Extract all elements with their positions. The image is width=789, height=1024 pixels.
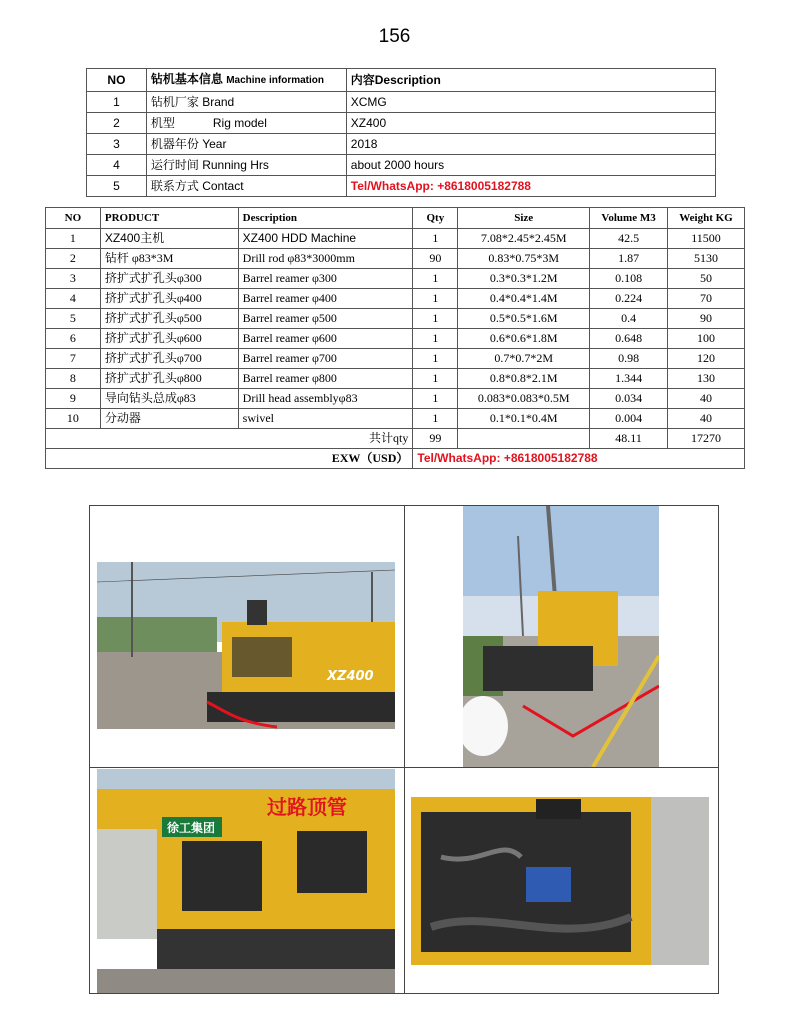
total-size-empty xyxy=(458,429,590,449)
table-row xyxy=(46,369,745,389)
header-weight: Weight KG xyxy=(668,208,745,229)
info-header-no: NO xyxy=(87,69,147,92)
info-header-cn: 钻机基本信息 xyxy=(150,72,223,86)
cell-product: 钻杆 φ83*3M xyxy=(100,249,238,269)
info-value: 2018 xyxy=(346,134,715,155)
table-row xyxy=(46,389,745,409)
info-label xyxy=(146,155,346,176)
table-row xyxy=(46,289,745,309)
photo1-logo: XZ400 xyxy=(327,669,374,684)
info-label-en: Year xyxy=(202,137,227,151)
cell-qty: 1 xyxy=(413,289,458,309)
grid-divider-horizontal xyxy=(90,767,718,768)
table-row xyxy=(87,176,716,197)
exw-row xyxy=(46,449,745,469)
cell-weight: 50 xyxy=(668,269,745,289)
cell-no: 4 xyxy=(46,289,101,309)
table-row xyxy=(46,249,745,269)
table-row xyxy=(46,329,745,349)
cell-size: 0.6*0.6*1.8M xyxy=(458,329,590,349)
cell-weight: 40 xyxy=(668,409,745,429)
info-no: 1 xyxy=(87,92,147,113)
page-number: 156 xyxy=(378,26,411,47)
info-header-en: Machine information xyxy=(226,75,324,86)
rig-rear-image xyxy=(463,506,659,767)
cell-no: 2 xyxy=(46,249,101,269)
cell-weight: 100 xyxy=(668,329,745,349)
cell-product: 挤扩式扩孔头φ400 xyxy=(100,289,238,309)
cell-size: 0.083*0.083*0.5M xyxy=(458,389,590,409)
cell-qty: 90 xyxy=(413,249,458,269)
cell-qty: 1 xyxy=(413,329,458,349)
cell-qty: 1 xyxy=(413,389,458,409)
table-row xyxy=(87,134,716,155)
cell-volume: 0.004 xyxy=(590,409,668,429)
info-label-cn: 钻机厂家 xyxy=(150,95,199,109)
cell-description: Barrel reamer φ500 xyxy=(238,309,413,329)
cell-size: 7.08*2.45*2.45M xyxy=(458,229,590,249)
table-row xyxy=(46,409,745,429)
info-table-header xyxy=(87,69,716,92)
cell-qty: 1 xyxy=(413,349,458,369)
info-label xyxy=(146,113,346,134)
photo-rig-side xyxy=(97,562,395,729)
cell-weight: 120 xyxy=(668,349,745,369)
header-size: Size xyxy=(458,208,590,229)
photo-rig-rear xyxy=(463,506,659,767)
product-table-header xyxy=(46,208,745,229)
cell-no: 5 xyxy=(46,309,101,329)
cell-size: 0.1*0.1*0.4M xyxy=(458,409,590,429)
cell-product: XZ400主机 xyxy=(100,229,238,249)
header-no: NO xyxy=(46,208,101,229)
cell-no: 1 xyxy=(46,229,101,249)
cell-volume: 0.98 xyxy=(590,349,668,369)
info-label-en: Brand xyxy=(202,95,235,109)
photo-rig-panel xyxy=(97,769,395,993)
cell-weight: 90 xyxy=(668,309,745,329)
cell-volume: 0.108 xyxy=(590,269,668,289)
cell-no: 9 xyxy=(46,389,101,409)
cell-weight: 11500 xyxy=(668,229,745,249)
machine-info-table xyxy=(86,68,716,197)
cell-volume: 1.87 xyxy=(590,249,668,269)
photo-grid xyxy=(89,505,719,994)
total-qty: 99 xyxy=(413,429,458,449)
info-label-cn: 机器年份 xyxy=(150,137,199,151)
cell-volume: 0.224 xyxy=(590,289,668,309)
cell-product: 挤扩式扩孔头φ700 xyxy=(100,349,238,369)
rig-panel-image xyxy=(97,769,395,993)
info-no: 5 xyxy=(87,176,147,197)
product-table xyxy=(45,207,745,469)
cell-qty: 1 xyxy=(413,309,458,329)
total-weight: 17270 xyxy=(668,429,745,449)
grid-divider-vertical xyxy=(404,506,405,993)
cell-qty: 1 xyxy=(413,409,458,429)
cell-no: 6 xyxy=(46,329,101,349)
cell-no: 10 xyxy=(46,409,101,429)
info-header-info xyxy=(146,69,346,92)
cell-qty: 1 xyxy=(413,369,458,389)
cell-product: 挤扩式扩孔头φ600 xyxy=(100,329,238,349)
photo3-text: 过路顶管 xyxy=(267,795,347,819)
table-row xyxy=(87,92,716,113)
product-rows xyxy=(46,229,745,429)
table-row xyxy=(46,229,745,249)
header-volume: Volume M3 xyxy=(590,208,668,229)
header-product: PRODUCT xyxy=(100,208,238,229)
engine-image xyxy=(411,797,709,965)
info-label-cn: 联系方式 xyxy=(150,179,199,193)
cell-no: 7 xyxy=(46,349,101,369)
cell-product: 挤扩式扩孔头φ300 xyxy=(100,269,238,289)
cell-size: 0.4*0.4*1.4M xyxy=(458,289,590,309)
cell-size: 0.7*0.7*2M xyxy=(458,349,590,369)
photo3-badge: 徐工集团 xyxy=(167,821,216,835)
cell-volume: 1.344 xyxy=(590,369,668,389)
cell-description: Barrel reamer φ800 xyxy=(238,369,413,389)
cell-weight: 130 xyxy=(668,369,745,389)
cell-volume: 42.5 xyxy=(590,229,668,249)
rig-side-image xyxy=(97,562,395,729)
header-qty: Qty xyxy=(413,208,458,229)
header-description: Description xyxy=(238,208,413,229)
table-row xyxy=(87,155,716,176)
photo-engine xyxy=(411,797,709,965)
cell-description: Barrel reamer φ700 xyxy=(238,349,413,369)
contact-value[interactable]: Tel/WhatsApp: +8618005182788 xyxy=(346,176,715,197)
info-label-en: Rig model xyxy=(212,116,267,130)
info-no: 4 xyxy=(87,155,147,176)
exw-contact[interactable]: Tel/WhatsApp: +8618005182788 xyxy=(413,449,745,469)
cell-volume: 0.648 xyxy=(590,329,668,349)
total-label: 共计qty xyxy=(46,429,413,449)
cell-size: 0.8*0.8*2.1M xyxy=(458,369,590,389)
cell-weight: 40 xyxy=(668,389,745,409)
cell-description: Drill head assemblyφ83 xyxy=(238,389,413,409)
info-label-cn: 运行时间 xyxy=(150,158,199,172)
exw-label: EXW（USD） xyxy=(46,449,413,469)
info-no: 3 xyxy=(87,134,147,155)
cell-product: 挤扩式扩孔头φ800 xyxy=(100,369,238,389)
cell-size: 0.5*0.5*1.6M xyxy=(458,309,590,329)
info-value: XZ400 xyxy=(346,113,715,134)
table-row xyxy=(87,113,716,134)
info-no: 2 xyxy=(87,113,147,134)
info-label-en: Running Hrs xyxy=(202,158,269,172)
total-row xyxy=(46,429,745,449)
total-volume: 48.11 xyxy=(590,429,668,449)
info-label-cn: 机型 xyxy=(150,116,175,130)
cell-product: 挤扩式扩孔头φ500 xyxy=(100,309,238,329)
cell-volume: 0.034 xyxy=(590,389,668,409)
cell-description: Barrel reamer φ600 xyxy=(238,329,413,349)
cell-no: 3 xyxy=(46,269,101,289)
cell-qty: 1 xyxy=(413,229,458,249)
cell-description: swivel xyxy=(238,409,413,429)
cell-no: 8 xyxy=(46,369,101,389)
info-value: XCMG xyxy=(346,92,715,113)
cell-weight: 5130 xyxy=(668,249,745,269)
cell-weight: 70 xyxy=(668,289,745,309)
cell-product: 导向钻头总成φ83 xyxy=(100,389,238,409)
table-row xyxy=(46,349,745,369)
cell-product: 分动器 xyxy=(100,409,238,429)
cell-description: XZ400 HDD Machine xyxy=(238,229,413,249)
info-label xyxy=(146,176,346,197)
info-label xyxy=(146,134,346,155)
cell-volume: 0.4 xyxy=(590,309,668,329)
cell-description: Barrel reamer φ300 xyxy=(238,269,413,289)
cell-size: 0.83*0.75*3M xyxy=(458,249,590,269)
table-row xyxy=(46,309,745,329)
table-row xyxy=(46,269,745,289)
cell-description: Drill rod φ83*3000mm xyxy=(238,249,413,269)
info-label-en: Contact xyxy=(202,179,244,193)
cell-qty: 1 xyxy=(413,269,458,289)
info-label xyxy=(146,92,346,113)
cell-description: Barrel reamer φ400 xyxy=(238,289,413,309)
cell-size: 0.3*0.3*1.2M xyxy=(458,269,590,289)
info-value: about 2000 hours xyxy=(346,155,715,176)
info-header-desc: 内容Description xyxy=(346,69,715,92)
